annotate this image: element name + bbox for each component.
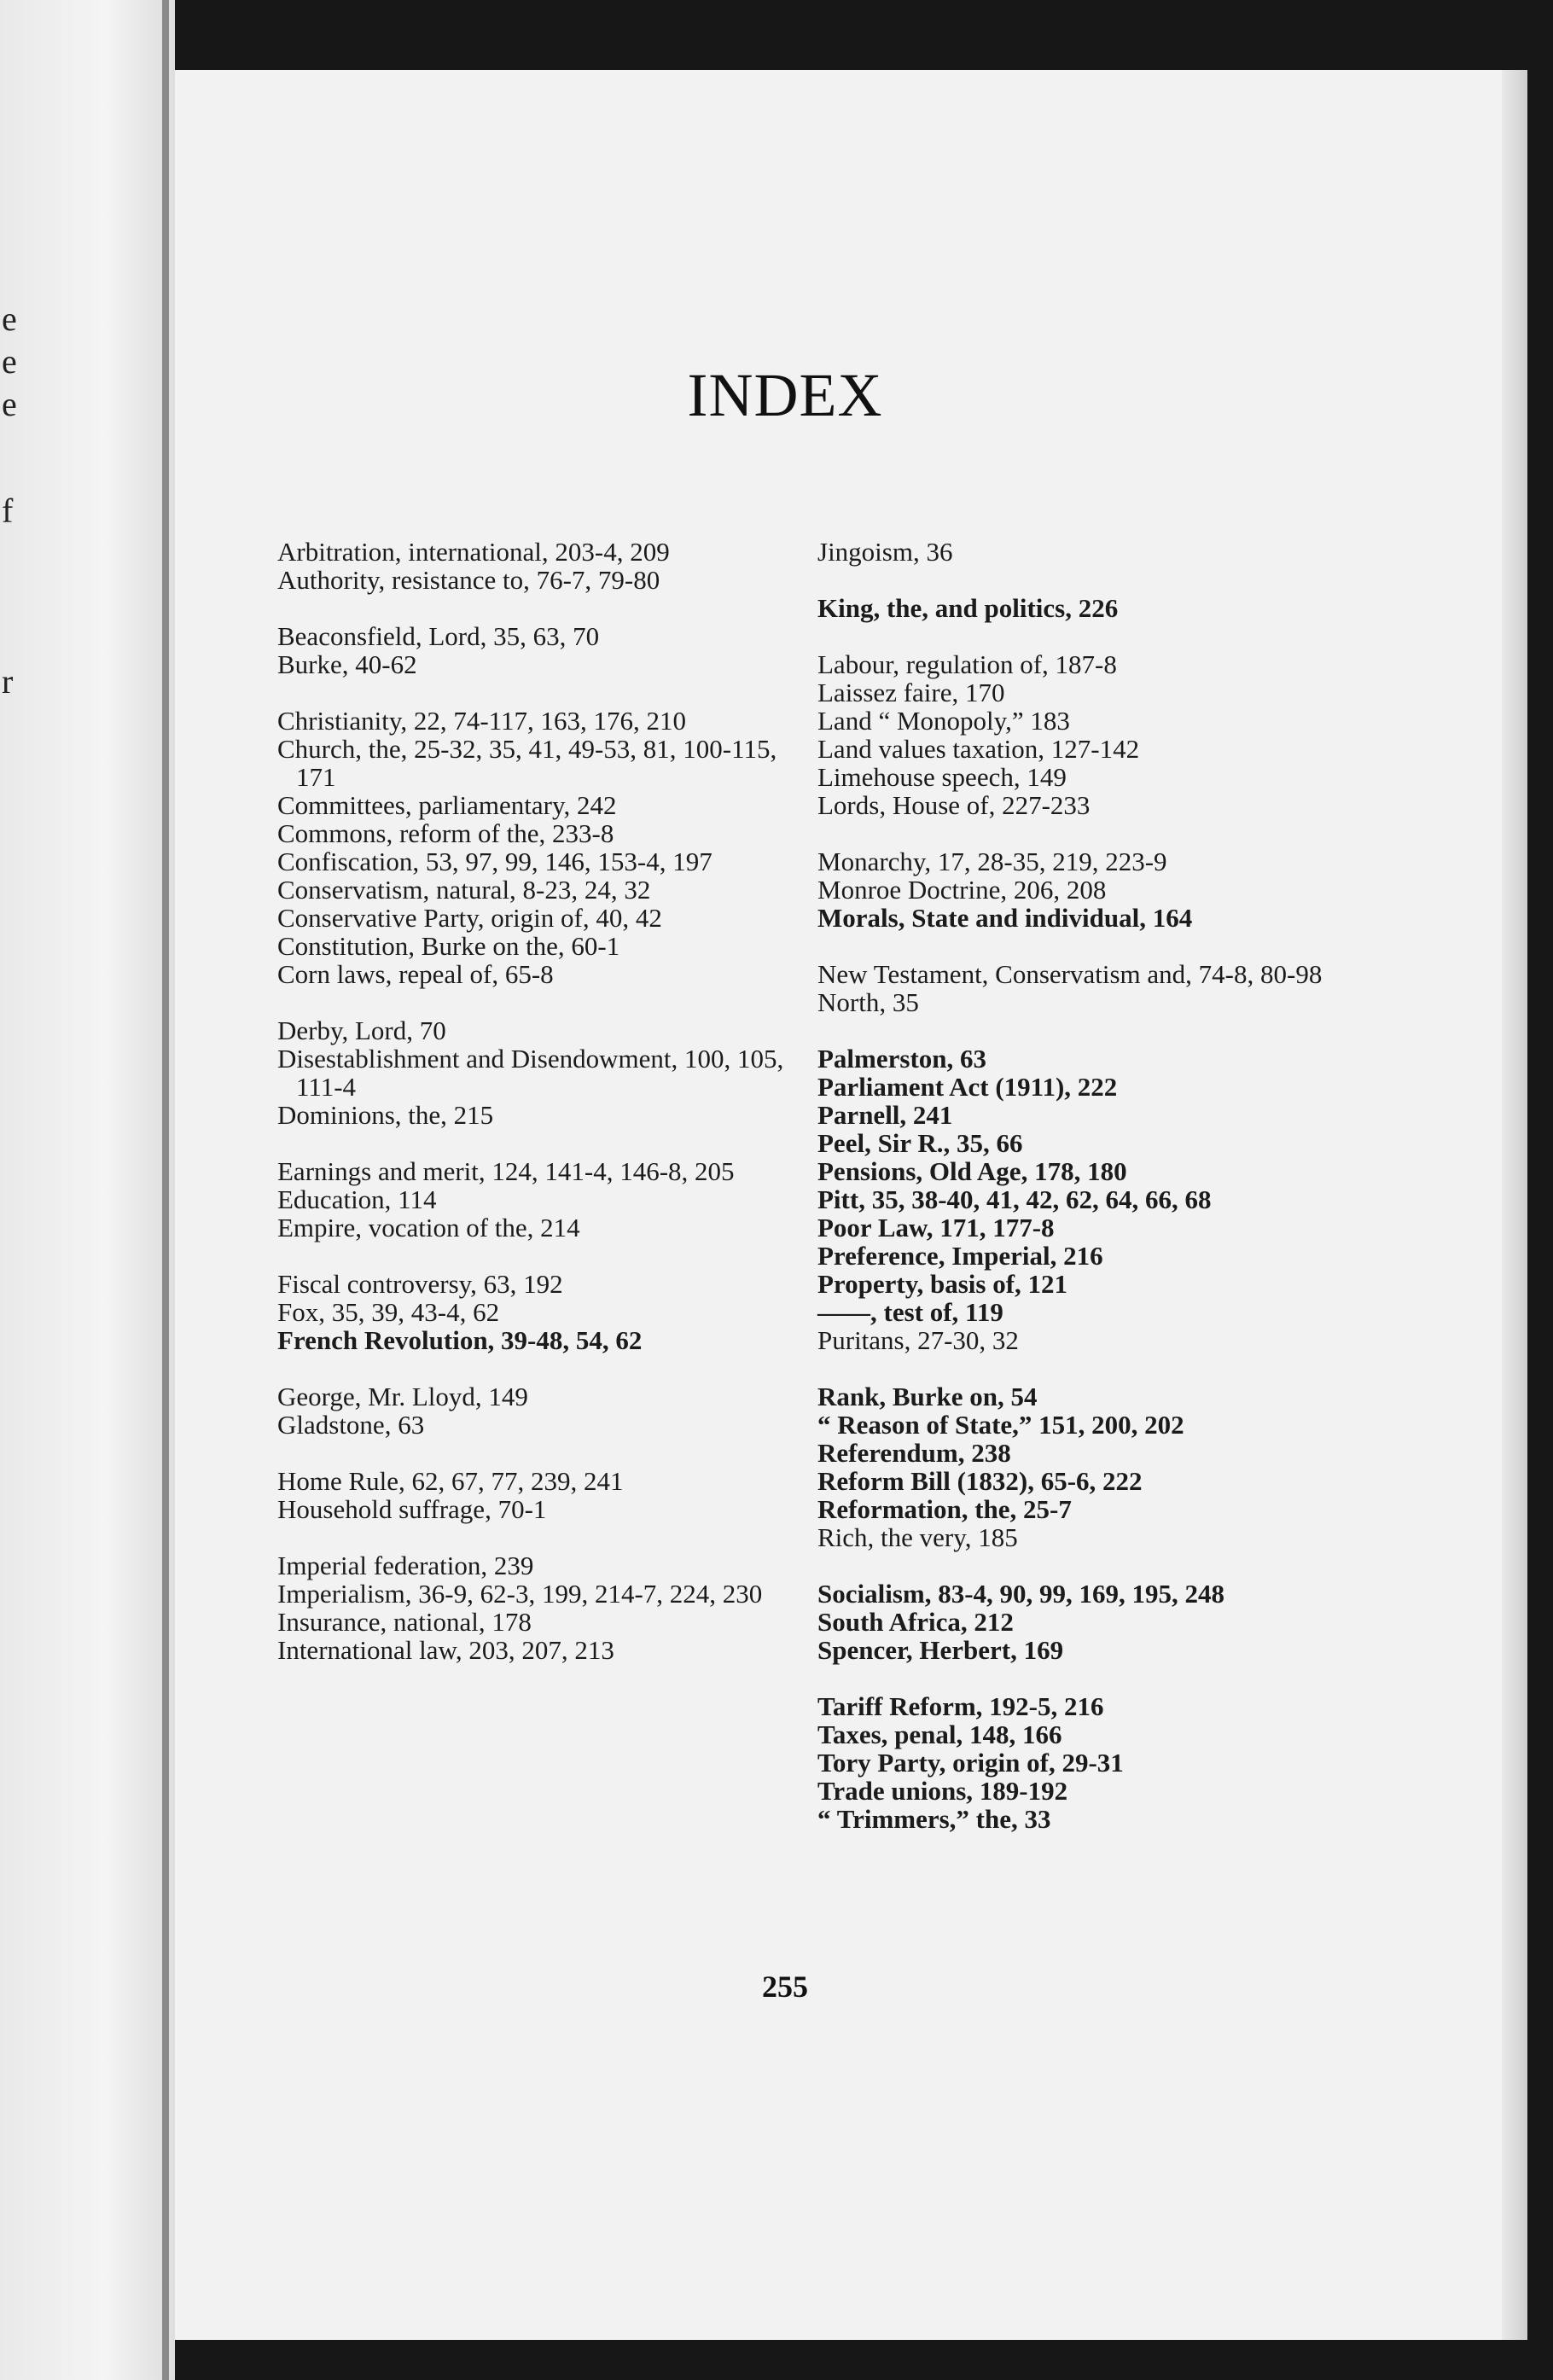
index-entry: King, the, and politics, 226 bbox=[817, 593, 1119, 623]
index-group-g bbox=[277, 1382, 789, 1439]
index-column-right bbox=[817, 538, 1347, 1861]
page-number: 255 bbox=[762, 1970, 808, 2004]
index-entry: Reformation, the, 25-7 bbox=[817, 1494, 1072, 1524]
index-entry: Derby, Lord, 70 bbox=[277, 1015, 446, 1045]
index-entry: Lords, House of, 227-233 bbox=[817, 790, 1091, 820]
index-entry: Home Rule, 62, 67, 77, 239, 241 bbox=[277, 1466, 624, 1496]
index-group-t bbox=[817, 1692, 1347, 1833]
index-entry: Referendum, 238 bbox=[817, 1438, 1011, 1468]
index-entry: Spencer, Herbert, 169 bbox=[817, 1635, 1064, 1665]
index-entry: “ Trimmers,” the, 33 bbox=[817, 1804, 1051, 1834]
index-group-n bbox=[817, 960, 1347, 1016]
index-entry: Monroe Doctrine, 206, 208 bbox=[817, 875, 1107, 905]
index-entry: Corn laws, repeal of, 65-8 bbox=[277, 959, 554, 989]
index-entry: Christianity, 22, 74-117, 163, 176, 210 bbox=[277, 706, 687, 736]
index-entry: Confiscation, 53, 97, 99, 146, 153-4, 197 bbox=[277, 847, 713, 876]
book-spine bbox=[162, 0, 169, 2380]
index-entry: Palmerston, 63 bbox=[817, 1044, 987, 1074]
index-entry: Fox, 35, 39, 43-4, 62 bbox=[277, 1297, 500, 1327]
index-entry: Church, the, 25-32, 35, 41, 49-53, 81, 100-115, 171 bbox=[277, 734, 777, 792]
index-entry: Taxes, penal, 148, 166 bbox=[817, 1720, 1062, 1749]
index-entry: Committees, parliamentary, 242 bbox=[277, 790, 617, 820]
index-entry: French Revolution, 39-48, 54, 62 bbox=[277, 1325, 643, 1355]
index-group-b bbox=[277, 622, 789, 678]
index-entry: Limehouse speech, 149 bbox=[817, 762, 1067, 792]
index-entry: Burke, 40-62 bbox=[277, 649, 417, 679]
index-group-d bbox=[277, 1016, 789, 1129]
index-group-c bbox=[277, 707, 789, 988]
index-entry: South Africa, 212 bbox=[817, 1607, 1014, 1637]
index-group-p bbox=[817, 1045, 1347, 1354]
index-entry: Household suffrage, 70-1 bbox=[277, 1494, 547, 1524]
index-entry: Rank, Burke on, 54 bbox=[817, 1382, 1038, 1411]
index-entry: Trade unions, 189-192 bbox=[817, 1776, 1068, 1806]
index-entry: Constitution, Burke on the, 60-1 bbox=[277, 931, 620, 961]
index-entry: Land values taxation, 127-142 bbox=[817, 734, 1140, 764]
index-group-j bbox=[817, 538, 1347, 566]
index-entry: Property, basis of, 121 bbox=[817, 1269, 1068, 1299]
index-group-e bbox=[277, 1157, 789, 1242]
index-entry: Fiscal controversy, 63, 192 bbox=[277, 1269, 563, 1299]
index-entry: Gladstone, 63 bbox=[277, 1410, 425, 1440]
index-entry: Parliament Act (1911), 222 bbox=[817, 1072, 1118, 1102]
index-entry: Tariff Reform, 192-5, 216 bbox=[817, 1691, 1104, 1721]
facing-page-edge bbox=[0, 0, 175, 2380]
index-entry: Jingoism, 36 bbox=[817, 537, 953, 567]
index-entry: New Testament, Conservatism and, 74-8, 80-98 bbox=[817, 959, 1323, 989]
index-group-h bbox=[277, 1467, 789, 1523]
index-page bbox=[175, 70, 1527, 2340]
index-entry: Education, 114 bbox=[277, 1184, 437, 1214]
index-group-a bbox=[277, 538, 789, 594]
facing-page-fragment: e bbox=[2, 342, 17, 381]
index-group-l bbox=[817, 650, 1347, 819]
page-title: INDEX bbox=[687, 361, 883, 429]
index-entry: “ Reason of State,” 151, 200, 202 bbox=[817, 1410, 1184, 1440]
index-group-k bbox=[817, 594, 1347, 622]
index-entry: Conservative Party, origin of, 40, 42 bbox=[277, 903, 662, 933]
index-entry: Arbitration, international, 203-4, 209 bbox=[277, 537, 670, 567]
index-entry: Dominions, the, 215 bbox=[277, 1100, 494, 1130]
facing-page-fragment: r bbox=[2, 662, 14, 701]
index-group-s bbox=[817, 1580, 1347, 1664]
index-entry: ——, test of, 119 bbox=[817, 1297, 1003, 1327]
index-entry: Peel, Sir R., 35, 66 bbox=[817, 1128, 1023, 1158]
index-group-r bbox=[817, 1382, 1347, 1551]
index-entry: Authority, resistance to, 76-7, 79-80 bbox=[277, 565, 660, 595]
index-entry: North, 35 bbox=[817, 987, 919, 1017]
index-entry: Earnings and merit, 124, 141-4, 146-8, 205 bbox=[277, 1156, 735, 1186]
index-entry: Pitt, 35, 38-40, 41, 42, 62, 64, 66, 68 bbox=[817, 1184, 1212, 1214]
index-group-m bbox=[817, 847, 1347, 932]
index-entry: Empire, vocation of the, 214 bbox=[277, 1213, 580, 1242]
index-entry: Laissez faire, 170 bbox=[817, 678, 1005, 707]
index-entry: Commons, reform of the, 233-8 bbox=[277, 818, 614, 848]
index-entry: Parnell, 241 bbox=[817, 1100, 953, 1130]
index-entry: Disestablishment and Disendowment, 100, 105, 111-4 bbox=[277, 1044, 784, 1102]
index-entry: Reform Bill (1832), 65-6, 222 bbox=[817, 1466, 1143, 1496]
index-entry: George, Mr. Lloyd, 149 bbox=[277, 1382, 528, 1411]
index-entry: Poor Law, 171, 177-8 bbox=[817, 1213, 1055, 1242]
facing-page-fragment: e bbox=[2, 300, 17, 338]
index-entry: Labour, regulation of, 187-8 bbox=[817, 649, 1117, 679]
index-column-left bbox=[277, 538, 789, 1692]
facing-page-fragment: e bbox=[2, 385, 17, 423]
index-entry: Beaconsfield, Lord, 35, 63, 70 bbox=[277, 621, 600, 651]
index-entry: Socialism, 83-4, 90, 99, 169, 195, 248 bbox=[817, 1579, 1225, 1609]
index-entry: Insurance, national, 178 bbox=[277, 1607, 532, 1637]
page-right-edge bbox=[1502, 70, 1527, 2340]
index-entry: Tory Party, origin of, 29-31 bbox=[817, 1748, 1124, 1778]
index-entry: Conservatism, natural, 8-23, 24, 32 bbox=[277, 875, 651, 905]
index-entry: Imperial federation, 239 bbox=[277, 1551, 534, 1580]
index-entry: Rich, the very, 185 bbox=[817, 1522, 1018, 1552]
index-entry: Morals, State and individual, 164 bbox=[817, 903, 1193, 933]
index-entry: Pensions, Old Age, 178, 180 bbox=[817, 1156, 1127, 1186]
facing-page-fragment: f bbox=[2, 492, 14, 530]
index-entry: International law, 203, 207, 213 bbox=[277, 1635, 614, 1665]
index-entry: Preference, Imperial, 216 bbox=[817, 1241, 1103, 1271]
index-group-i bbox=[277, 1551, 789, 1664]
index-group-f bbox=[277, 1270, 789, 1354]
index-entry: Monarchy, 17, 28-35, 219, 223-9 bbox=[817, 847, 1167, 876]
index-entry: Land “ Monopoly,” 183 bbox=[817, 706, 1070, 736]
index-entry: Puritans, 27-30, 32 bbox=[817, 1325, 1019, 1355]
index-entry: Imperialism, 36-9, 62-3, 199, 214-7, 224, 230 bbox=[277, 1579, 763, 1609]
